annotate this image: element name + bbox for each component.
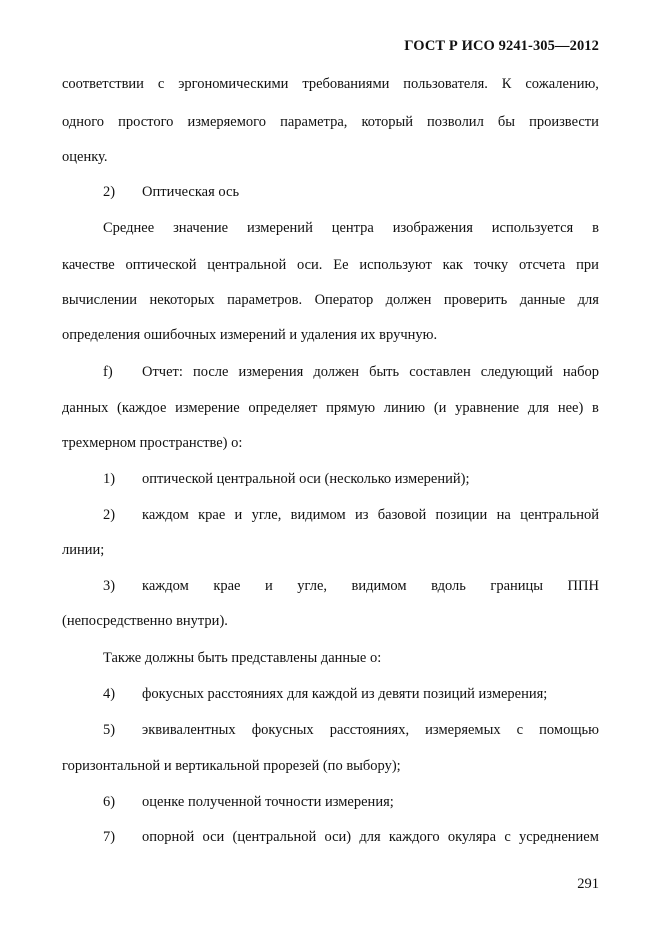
- word: прямую: [326, 400, 376, 416]
- word: используют: [359, 257, 432, 273]
- word: измерений: [246, 220, 313, 236]
- word: (и: [433, 400, 447, 416]
- list-number: 1): [103, 471, 116, 487]
- paragraph-line: [62, 256, 599, 274]
- list-number: 2): [103, 507, 116, 523]
- word: пользователя.: [403, 76, 488, 92]
- paragraph-line: [62, 291, 599, 309]
- word: при: [576, 257, 599, 273]
- word: с: [516, 722, 524, 738]
- paragraph-line: [142, 363, 599, 381]
- word: помощью: [539, 722, 599, 738]
- word: угле,: [251, 507, 282, 523]
- word: вдоль: [431, 578, 466, 594]
- word: угле,: [297, 578, 328, 594]
- word: центральной: [520, 507, 599, 523]
- word: одного: [62, 114, 105, 130]
- word: фокусных: [251, 722, 314, 738]
- paragraph-line: [62, 399, 599, 417]
- word: Отчет:: [142, 364, 183, 380]
- list-item-text: (непосредственно внутри).: [62, 613, 228, 629]
- word: вычислении: [62, 292, 138, 308]
- word: параметров.: [227, 292, 303, 308]
- word: видимом: [290, 507, 346, 523]
- list-number: 5): [103, 722, 116, 738]
- word: некоторых: [149, 292, 215, 308]
- word: эквивалентных: [142, 722, 236, 738]
- page-number: 291: [577, 876, 599, 892]
- word: параметра,: [280, 114, 348, 130]
- page-header: ГОСТ Р ИСО 9241-305—2012: [404, 38, 599, 54]
- word: точку: [473, 257, 509, 273]
- list-item-text: оптической центральной оси (несколько измерений);: [142, 471, 470, 487]
- word: границы: [490, 578, 544, 594]
- word: ППН: [567, 578, 599, 594]
- word: для: [527, 400, 550, 416]
- word: значение: [173, 220, 229, 236]
- list-letter: f): [103, 364, 113, 380]
- word: простого: [118, 114, 174, 130]
- word: видимом: [351, 578, 407, 594]
- word: для: [577, 292, 599, 308]
- word: измеряемого: [187, 114, 266, 130]
- word: после: [192, 364, 229, 380]
- list-item-text: фокусных расстояниях для каждой из девяти позиций измерения;: [142, 686, 548, 702]
- word: оптической: [125, 257, 197, 273]
- word: линию: [383, 400, 426, 416]
- word: крае: [198, 507, 226, 523]
- word: каждого: [388, 829, 440, 845]
- word: оси.: [297, 257, 323, 273]
- list-item-text: [142, 577, 599, 595]
- word: измерение: [175, 400, 240, 416]
- word: каждом: [142, 578, 189, 594]
- section-heading: Оптическая ось: [142, 184, 240, 200]
- word: нее): [557, 400, 584, 416]
- list-number: 2): [103, 184, 116, 200]
- word: следующий: [480, 364, 553, 380]
- list-item-text: [142, 828, 599, 846]
- paragraph-line: [103, 219, 599, 237]
- list-item-text: [142, 721, 599, 739]
- word: эргономическими: [178, 76, 289, 92]
- word: используется: [491, 220, 574, 236]
- paragraph-line: Также должны быть представлены данные о:: [103, 650, 382, 666]
- word: в: [592, 220, 599, 236]
- word: К: [501, 76, 512, 92]
- word: (центральной: [232, 829, 317, 845]
- word: измерения: [238, 364, 304, 380]
- word: данных: [62, 400, 109, 416]
- word: Оператор: [314, 292, 374, 308]
- word: из: [355, 507, 369, 523]
- word: сожалению,: [525, 76, 599, 92]
- word: измеряемых: [425, 722, 501, 738]
- word: крае: [213, 578, 241, 594]
- word: для: [359, 829, 381, 845]
- word: изображения: [392, 220, 473, 236]
- list-item-text: [142, 506, 599, 524]
- word: Ее: [333, 257, 349, 273]
- word: каждом: [142, 507, 189, 523]
- paragraph-line: [62, 113, 599, 131]
- word: усреднением: [519, 829, 599, 845]
- word: центральной: [207, 257, 287, 273]
- word: данные: [519, 292, 566, 308]
- paragraph-line: [62, 75, 599, 93]
- list-number: 7): [103, 829, 116, 845]
- word: должен: [385, 292, 432, 308]
- word: набор: [562, 364, 599, 380]
- word: окуляра: [447, 829, 497, 845]
- word: (каждое: [117, 400, 167, 416]
- word: должен: [313, 364, 360, 380]
- word: Среднее: [103, 220, 155, 236]
- word: оси): [324, 829, 352, 845]
- word: отсчета: [518, 257, 566, 273]
- word: базовой: [377, 507, 427, 523]
- word: с: [157, 76, 165, 92]
- list-item-text: оценке полученной точности измерения;: [142, 794, 394, 810]
- word: позволил: [427, 114, 484, 130]
- word: с: [504, 829, 511, 845]
- paragraph-line: определения ошибочных измерений и удаления их вручную.: [62, 327, 438, 343]
- word: бы: [497, 114, 515, 130]
- word: центра: [331, 220, 374, 236]
- word: уравнение: [455, 400, 520, 416]
- list-number: 4): [103, 686, 116, 702]
- paragraph-line: трехмерном пространстве) о:: [62, 435, 243, 451]
- word: который: [361, 114, 413, 130]
- word: определяет: [248, 400, 318, 416]
- word: как: [442, 257, 463, 273]
- word: произвести: [529, 114, 599, 130]
- word: позиции: [435, 507, 488, 523]
- word: и: [264, 578, 273, 594]
- word: оси: [202, 829, 225, 845]
- list-item-text: линии;: [62, 542, 105, 558]
- word: составлен: [409, 364, 471, 380]
- word: расстояниях,: [329, 722, 410, 738]
- word: качестве: [62, 257, 115, 273]
- word: опорной: [142, 829, 195, 845]
- list-item-text: горизонтальной и вертикальной прорезей (по выбору);: [62, 758, 401, 774]
- word: в: [592, 400, 599, 416]
- word: проверить: [443, 292, 508, 308]
- list-number: 3): [103, 578, 116, 594]
- word: на: [496, 507, 511, 523]
- word: и: [234, 507, 243, 523]
- word: быть: [369, 364, 400, 380]
- word: требованиями: [302, 76, 390, 92]
- paragraph-line: оценку.: [62, 149, 108, 165]
- word: соответствии: [62, 76, 144, 92]
- list-number: 6): [103, 794, 116, 810]
